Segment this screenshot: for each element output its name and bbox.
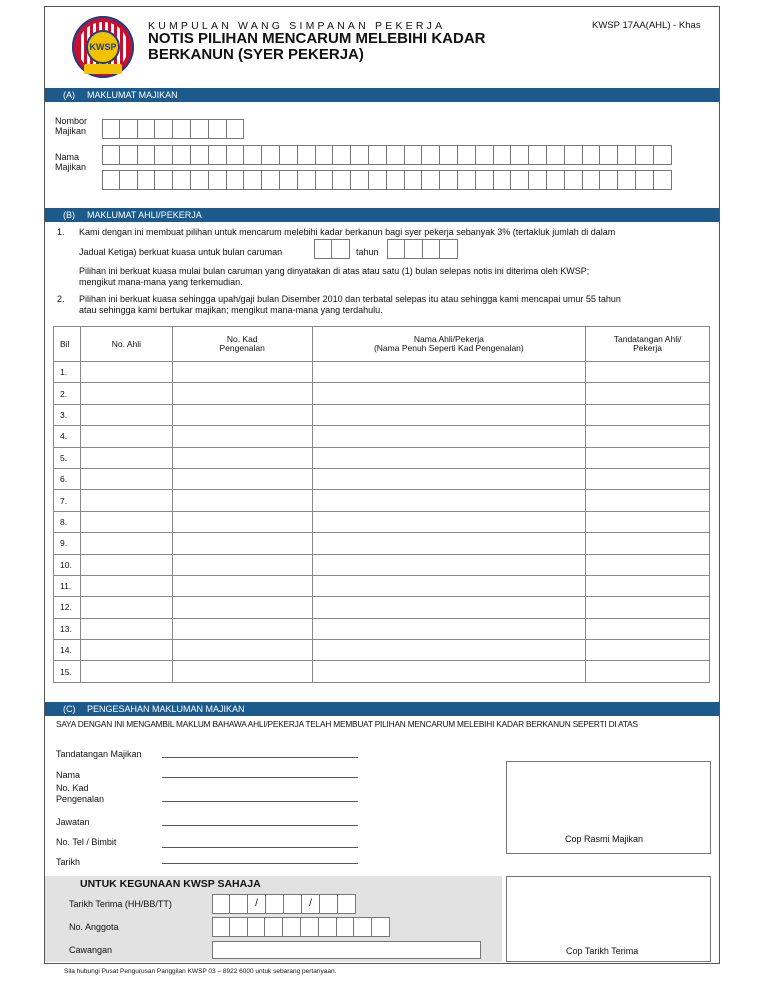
table-cell[interactable] — [312, 511, 586, 532]
table-row — [54, 575, 710, 596]
item2-number: 2. — [57, 294, 65, 304]
cawangan-input[interactable] — [212, 941, 481, 959]
row-number: 7. — [54, 490, 81, 511]
table-row — [54, 404, 710, 425]
table-row — [54, 618, 710, 639]
table-header-4: Tandatangan Ahli/ Pekerja — [586, 327, 710, 362]
nombor-majikan-input[interactable] — [102, 119, 244, 139]
tahun-input[interactable] — [387, 239, 458, 259]
table-cell[interactable] — [586, 404, 710, 425]
table-cell[interactable] — [312, 554, 586, 575]
table-cell[interactable] — [586, 618, 710, 639]
table-cell[interactable] — [312, 447, 586, 468]
tahun-label: tahun — [356, 247, 379, 257]
row-number: 1. — [54, 362, 81, 383]
table-cell[interactable] — [80, 447, 172, 468]
section-a-header: (A) MAKLUMAT MAJIKAN — [45, 88, 719, 102]
table-cell[interactable] — [586, 554, 710, 575]
table-row — [54, 554, 710, 575]
table-cell[interactable] — [312, 404, 586, 425]
cop-rasmi-majikan-label: Cop Rasmi Majikan — [565, 834, 644, 844]
table-cell[interactable] — [312, 426, 586, 447]
cawangan-label: Cawangan — [69, 945, 113, 955]
no-tel-field[interactable] — [162, 847, 358, 848]
table-cell[interactable] — [586, 447, 710, 468]
form-code: KWSP 17AA(AHL) - Khas — [592, 20, 701, 31]
table-row — [54, 447, 710, 468]
table-cell[interactable] — [312, 575, 586, 596]
table-row — [54, 640, 710, 661]
table-cell[interactable] — [80, 426, 172, 447]
nama-field[interactable] — [162, 777, 358, 778]
logo-core: KWSP — [86, 30, 120, 64]
tarikh-terima-input[interactable]: / / — [212, 894, 356, 914]
table-cell[interactable] — [312, 618, 586, 639]
tarikh-terima-label: Tarikh Terima (HH/BB/TT) — [69, 899, 172, 909]
table-cell[interactable] — [80, 661, 172, 682]
table-row — [54, 468, 710, 489]
table-cell[interactable] — [312, 490, 586, 511]
table-header-1: No. Ahli — [80, 327, 172, 362]
office-use-title: UNTUK KEGUNAAN KWSP SAHAJA — [80, 878, 261, 890]
row-number: 8. — [54, 511, 81, 532]
table-cell[interactable] — [586, 575, 710, 596]
table-cell[interactable] — [80, 618, 172, 639]
item1-para2: Pilihan ini berkuat kuasa mulai bulan caruman yang dinyatakan di atas atau satu (1) bulan selepas notis ini diterima oleh KWSP; mengikut mana-mana yang terkemudian. — [79, 266, 590, 287]
table-cell[interactable] — [80, 490, 172, 511]
table-cell[interactable] — [172, 490, 312, 511]
table-row — [54, 383, 710, 404]
row-number: 4. — [54, 426, 81, 447]
cop-tarikh-terima-label: Cop Tarikh Terima — [566, 946, 639, 956]
item1-number: 1. — [57, 227, 65, 237]
table-cell[interactable] — [586, 490, 710, 511]
nama-majikan-label: Nama Majikan — [55, 152, 87, 172]
table-cell[interactable] — [172, 618, 312, 639]
tandatangan-majikan-label: Tandatangan Majikan — [56, 749, 142, 759]
row-number: 12. — [54, 597, 81, 618]
table-cell[interactable] — [172, 575, 312, 596]
row-number: 15. — [54, 661, 81, 682]
table-cell[interactable] — [80, 468, 172, 489]
row-number: 14. — [54, 640, 81, 661]
no-kad-pengenalan-label: No. Kad Pengenalan — [56, 783, 105, 804]
row-number: 3. — [54, 404, 81, 425]
section-c-header: (C) PENGESAHAN MAKLUMAN MAJIKAN — [45, 702, 719, 716]
table-cell[interactable] — [172, 426, 312, 447]
no-anggota-label: No. Anggota — [69, 922, 119, 932]
row-number: 10. — [54, 554, 81, 575]
form-title: NOTIS PILIHAN MENCARUM MELEBIHI KADAR BERKANUN (SYER PEKERJA) — [148, 30, 486, 63]
row-number: 6. — [54, 468, 81, 489]
row-number: 9. — [54, 533, 81, 554]
table-cell[interactable] — [80, 404, 172, 425]
table-cell[interactable] — [312, 468, 586, 489]
table-cell[interactable] — [172, 404, 312, 425]
table-header-3: Nama Ahli/Pekerja (Nama Penuh Seperti Kad Pengenalan) — [312, 327, 586, 362]
table-cell[interactable] — [172, 383, 312, 404]
table-row — [54, 362, 710, 383]
table-cell[interactable] — [172, 362, 312, 383]
table-row — [54, 511, 710, 532]
table-cell[interactable] — [312, 383, 586, 404]
footer-note: Sila hubungi Pusat Pengurusan Panggilan KWSP 03 – 8922 6000 untuk sebarang pertanyaan. — [64, 968, 337, 975]
table-cell[interactable] — [172, 640, 312, 661]
table-row — [54, 533, 710, 554]
no-anggota-input[interactable] — [212, 917, 390, 937]
no-tel-label: No. Tel / Bimbit — [56, 837, 117, 847]
table-cell[interactable] — [586, 362, 710, 383]
table-cell[interactable] — [80, 575, 172, 596]
row-number: 13. — [54, 618, 81, 639]
table-cell[interactable] — [586, 426, 710, 447]
jawatan-field[interactable] — [162, 825, 358, 826]
table-cell[interactable] — [172, 468, 312, 489]
table-row — [54, 661, 710, 682]
table-cell[interactable] — [586, 661, 710, 682]
row-number: 2. — [54, 383, 81, 404]
table-cell[interactable] — [172, 447, 312, 468]
table-cell[interactable] — [80, 597, 172, 618]
acknowledgement-statement: SAYA DENGAN INI MENGAMBIL MAKLUM BAHAWA AHLI/PEKERJA TELAH MEMBUAT PILIHAN MENCARUM MELEBIHI KADAR BERKANUN SEPERTI DI ATAS — [56, 719, 638, 729]
tandatangan-majikan-field[interactable] — [162, 757, 358, 758]
table-cell[interactable] — [586, 383, 710, 404]
nama-majikan-input-row1[interactable] — [102, 145, 672, 165]
table-cell[interactable] — [172, 533, 312, 554]
nama-majikan-input-row2[interactable] — [102, 170, 672, 190]
table-cell[interactable] — [586, 468, 710, 489]
table-cell[interactable] — [312, 661, 586, 682]
table-cell[interactable] — [80, 533, 172, 554]
tarikh-field[interactable] — [162, 863, 358, 864]
table-cell[interactable] — [312, 597, 586, 618]
nama-label: Nama — [56, 770, 81, 780]
table-cell[interactable] — [586, 597, 710, 618]
row-number: 5. — [54, 447, 81, 468]
table-cell[interactable] — [172, 554, 312, 575]
item1-text-line1: Kami dengan ini membuat pilihan untuk mencarum melebihi kadar berkanun bagi syer pekerja sebanyak 3% (tertakluk jumlah di dalam — [79, 227, 616, 237]
jawatan-label: Jawatan — [56, 817, 90, 827]
table-cell[interactable] — [586, 511, 710, 532]
nombor-majikan-label: Nombor Majikan — [55, 116, 88, 136]
table-cell[interactable] — [80, 640, 172, 661]
item1-text-line2: Jadual Ketiga) berkuat kuasa untuk bulan caruman — [79, 247, 283, 257]
members-table — [53, 326, 710, 683]
table-row — [54, 490, 710, 511]
row-number: 11. — [54, 575, 81, 596]
table-cell[interactable] — [80, 554, 172, 575]
table-cell[interactable] — [312, 640, 586, 661]
table-header-0: Bil — [54, 327, 81, 362]
table-cell[interactable] — [312, 533, 586, 554]
section-b-header: (B) MAKLUMAT AHLI/PEKERJA — [45, 208, 719, 222]
tarikh-label: Tarikh — [56, 857, 81, 867]
table-row — [54, 597, 710, 618]
bulan-caruman-input[interactable] — [314, 239, 350, 259]
organization-name: KUMPULAN WANG SIMPANAN PEKERJA — [148, 20, 446, 32]
no-kad-pengenalan-field[interactable] — [162, 801, 358, 802]
table-cell[interactable] — [80, 511, 172, 532]
table-cell[interactable] — [172, 511, 312, 532]
table-cell[interactable] — [172, 597, 312, 618]
table-cell[interactable] — [80, 383, 172, 404]
table-cell[interactable] — [172, 661, 312, 682]
table-row — [54, 426, 710, 447]
table-cell[interactable] — [312, 362, 586, 383]
table-cell[interactable] — [586, 640, 710, 661]
table-header-2: No. Kad Pengenalan — [172, 327, 312, 362]
table-cell[interactable] — [80, 362, 172, 383]
item2-text: Pilihan ini berkuat kuasa sehingga upah/gaji bulan Disember 2010 dan terbatal selepas itu atau sehingga kami mencapai umur 55 tahun atau sehingga kami bertukar majikan; mengikut mana-mana yang terdahulu. — [79, 294, 621, 315]
table-cell[interactable] — [586, 533, 710, 554]
kwsp-logo — [72, 16, 134, 78]
